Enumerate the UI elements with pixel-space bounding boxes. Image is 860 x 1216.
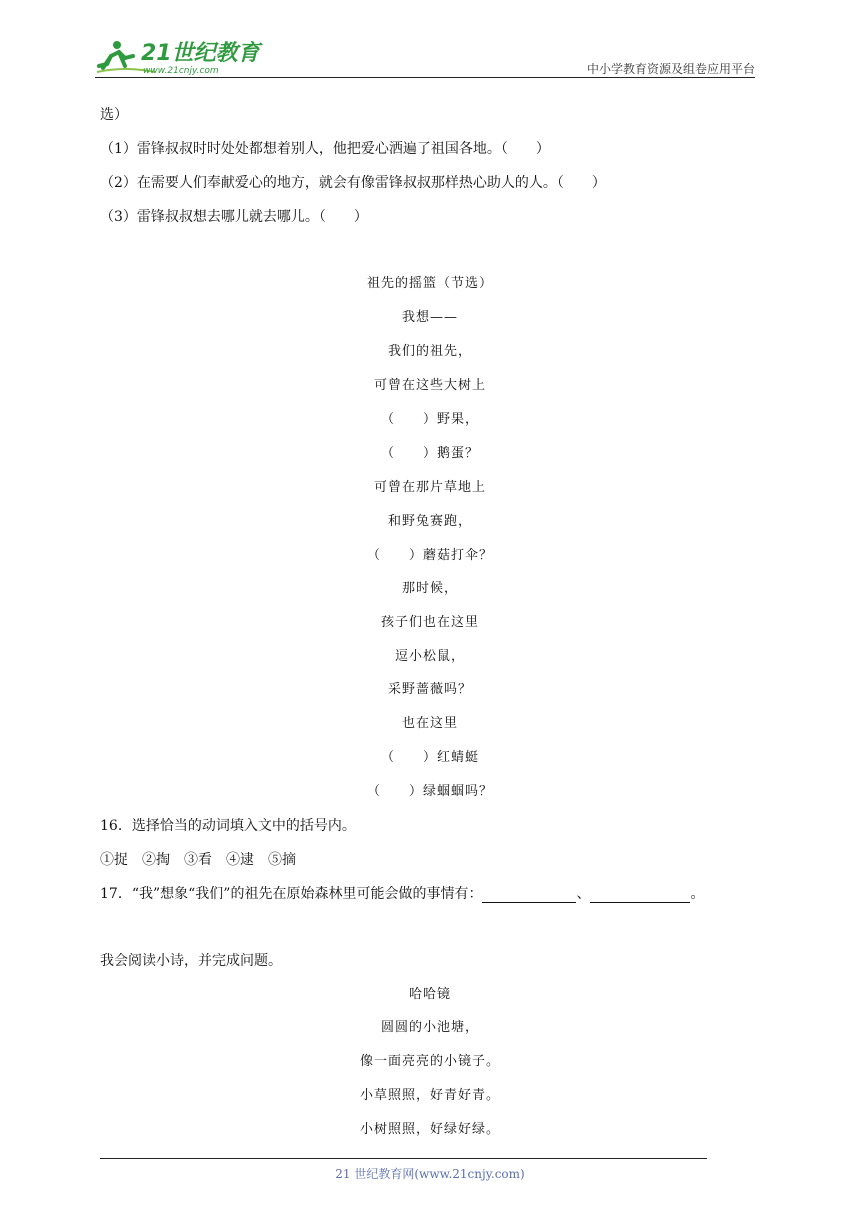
intro-continuation: 选） [100, 107, 128, 123]
poem1-line: （ ）红蜻蜓 [380, 750, 479, 765]
poem2-title: 哈哈镜 [408, 987, 451, 1002]
poem2-line: 小草照照，好青好青。 [359, 1088, 500, 1103]
footer-link[interactable]: 21 世纪教育网(www.21cnjy.com) [335, 1167, 525, 1181]
poem1-line: （ ）鹅蛋？ [380, 446, 479, 461]
poem1-line: 也在这里 [401, 716, 458, 731]
logo-url-text: www.21cnjy.com [143, 66, 219, 76]
logo-brand-text: 21世纪教育 [141, 41, 260, 66]
poem1-title: 祖先的摇篮（节选） [366, 276, 493, 291]
poem2-line: 圆圆的小池塘， [380, 1020, 479, 1035]
poem1-line: （ ）绿蝈蝈吗？ [366, 784, 493, 799]
page-header [95, 36, 755, 78]
poem1-line: 和野兔赛跑， [387, 514, 472, 529]
section-instruction: 我会阅读小诗，并完成问题。 [100, 953, 282, 969]
question-16-options: ①捉 ②掏 ③看 ④逮 ⑤摘 [100, 852, 296, 868]
header-divider [95, 77, 755, 78]
runner-logo-icon [95, 36, 265, 78]
question-17-end: 。 [690, 886, 705, 902]
platform-tagline: 中小学教育资源及组卷应用平台 [586, 62, 755, 76]
question-16: 16．选择恰当的动词填入文中的括号内。 [100, 818, 356, 834]
poem1-line: 逗小松鼠， [394, 649, 465, 664]
question-17-separator: 、 [576, 886, 591, 902]
poem1-line: 可曾在这些大树上 [373, 378, 486, 393]
poem1-line: 我们的祖先， [387, 344, 472, 359]
poem1-line: 我想—— [401, 310, 458, 325]
poem1-line: 那时候， [401, 581, 458, 596]
site-logo[interactable] [95, 36, 265, 78]
answer-blank-2[interactable] [590, 888, 690, 903]
poem2-line: 像一面亮亮的小镜子。 [359, 1054, 500, 1069]
poem1-line: 孩子们也在这里 [380, 615, 479, 630]
poem1-line: （ ）野果， [380, 412, 479, 427]
poem2-line: 小树照照，好绿好绿。 [359, 1122, 500, 1137]
poem1-line: （ ）蘑菇打伞？ [366, 548, 493, 563]
poem1-line: 可曾在那片草地上 [373, 480, 486, 495]
question-17 [100, 885, 704, 903]
question-17-text: 17．“我”想象“我们”的祖先在原始森林里可能会做的事情有： [100, 886, 483, 902]
judge-item-2: （2）在需要人们奉献爱心的地方，就会有像雷锋叔叔那样热心助人的人。（ ） [100, 175, 606, 191]
poem1-line: 采野蔷薇吗？ [387, 682, 472, 697]
answer-blank-1[interactable] [482, 888, 576, 903]
judge-item-3: （3）雷锋叔叔想去哪儿就去哪儿。（ ） [100, 209, 368, 225]
footer-divider [100, 1158, 707, 1159]
judge-item-1: （1）雷锋叔叔时时处处都想着别人，他把爱心洒遍了祖国各地。（ ） [100, 141, 550, 157]
